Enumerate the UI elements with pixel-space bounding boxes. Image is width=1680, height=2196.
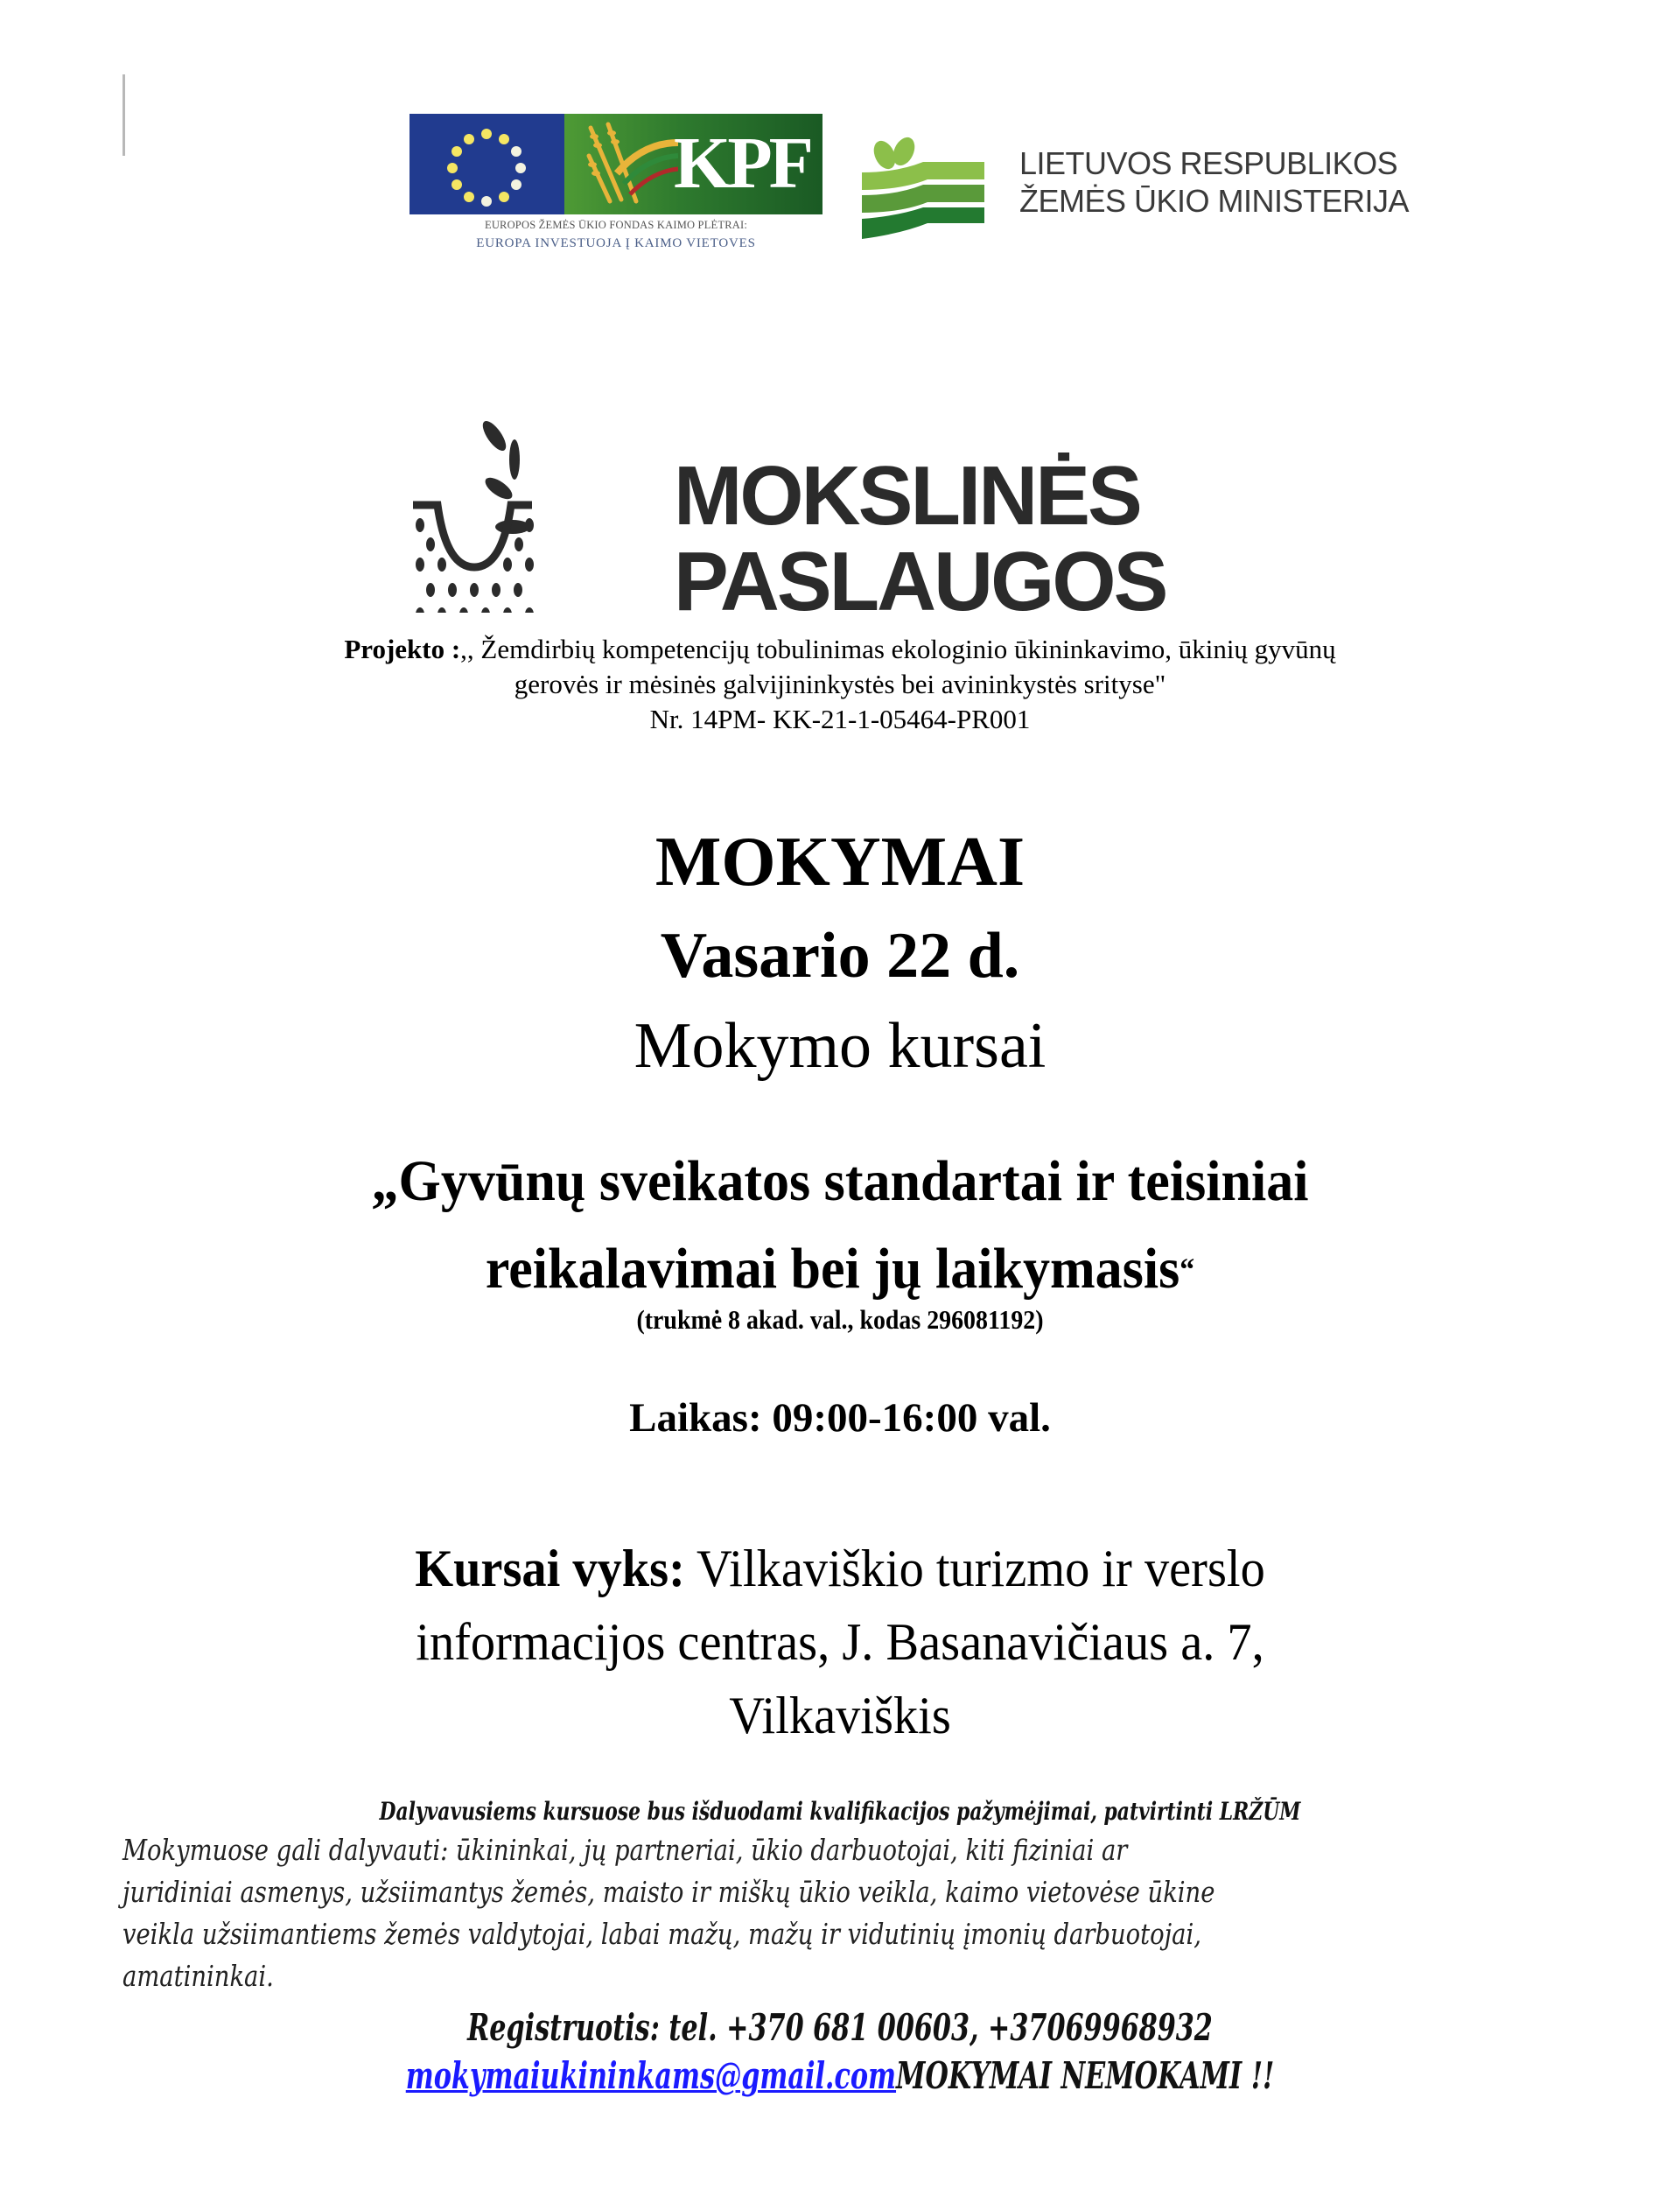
- kpf-logo-bar: [410, 114, 822, 214]
- eu-kpf-logo: [410, 114, 822, 263]
- registration-phones: Registruotis: tel. +370 681 00603, +37069968932: [467, 2006, 1213, 2049]
- event-time: Laikas: 09:00-16:00 val.: [629, 1395, 1051, 1441]
- course-meta: (trukmė 8 akad. val., kodas 296081192): [636, 1304, 1044, 1335]
- eligibility-line: Mokymuose gali dalyvauti: ūkininkai, jų partneriai, ūkio darbuotojai, kiti fiziniai ar: [122, 1833, 1128, 1867]
- mokslines-paslaugos-logo: [411, 411, 1234, 628]
- project-title-line1: [88, 632, 1592, 667]
- free-notice: MOKYMAI NEMOKAMI !!: [896, 2054, 1275, 2097]
- project-number: Nr. 14PM- KK-21-1-05464-PR001: [649, 704, 1031, 734]
- course-title-line2: reikalavimai bei jų laikymasis: [485, 1237, 1180, 1301]
- ministry-name: [1019, 144, 1409, 220]
- kpf-caption-line1: EUROPOS ŽEMĖS ŪKIO FONDAS KAIMO PLĖTRAI:: [484, 219, 748, 231]
- eligibility-line: juridiniai asmenys, užsiimantys žemės, maisto ir miškų ūkio veikla, kaimo vietovėse ūkine: [122, 1875, 1215, 1909]
- ministry-name-line1: LIETUVOS RESPUBLIKOS: [1019, 145, 1398, 181]
- ministry-name-line2: ŽEMĖS ŪKIO MINISTERIJA: [1019, 183, 1410, 219]
- eligibility-line: veikla užsiimantiems žemės valdytojai, labai mažų, mažų ir vidutinių įmonių darbuotojai,: [122, 1917, 1201, 1951]
- location-label: Kursai vyks:: [415, 1540, 685, 1597]
- location-line3: Vilkaviškis: [729, 1687, 951, 1744]
- event-date: Vasario 22 d.: [660, 920, 1020, 992]
- location-line2: informacijos centras, J. Basanavičiaus a. 7,: [416, 1613, 1264, 1671]
- email-link[interactable]: mokymaiukininkams@gmail.com: [405, 2054, 897, 2097]
- certificates-note: Dalyvavusiems kursuose bus išduodami kvalifikacijos pažymėjimai, patvirtinti LRŽŪM: [379, 1797, 1301, 1826]
- project-title-part1: ,, Žemdirbių kompetencijų tobulinimas ekologinio ūkininkavimo, ūkinių gyvūnų: [460, 634, 1336, 664]
- course-title-line1: „Gyvūnų sveikatos standartai ir teisiniai: [371, 1149, 1309, 1213]
- mokslines-paslaugos-wordmark: [674, 449, 1166, 628]
- project-title-line2: gerovės ir mėsinės galvijininkystės bei avininkystės srityse": [514, 669, 1166, 699]
- ministry-emblem-icon: [862, 136, 993, 241]
- kpf-letters: KPF: [674, 123, 810, 204]
- course-title: [51, 1138, 1630, 1313]
- eu-flag-icon: [410, 114, 564, 214]
- ministry-logo: [862, 136, 1422, 241]
- event-heading: MOKYMAI: [654, 824, 1026, 901]
- kpf-caption-line2: EUROPA INVESTUOJA Į KAIMO VIETOVES: [476, 236, 756, 250]
- project-label: Projekto :: [344, 634, 461, 664]
- seed-soil-icon: [411, 411, 639, 613]
- eligibility-text: [122, 1829, 1488, 1997]
- course-title-close-quote: “: [1180, 1252, 1195, 1287]
- location-line1: Vilkaviškio turizmo ir verslo: [684, 1540, 1265, 1597]
- wheat-icon: [582, 121, 678, 208]
- margin-marker: [122, 74, 125, 156]
- contact-line: [235, 2052, 1445, 2100]
- event-location: [51, 1532, 1630, 1752]
- mokslines-text: MOKSLINĖS: [674, 449, 1140, 543]
- event-type: Mokymo kursai: [634, 1010, 1046, 1082]
- paslaugos-text: PASLAUGOS: [674, 535, 1166, 628]
- course-title-line2-wrap: [51, 1225, 1630, 1313]
- project-description: [88, 632, 1592, 737]
- location-line1-wrap: [51, 1532, 1630, 1605]
- kpf-green-panel: [564, 114, 822, 214]
- eligibility-line: amatininkai.: [122, 1959, 274, 1993]
